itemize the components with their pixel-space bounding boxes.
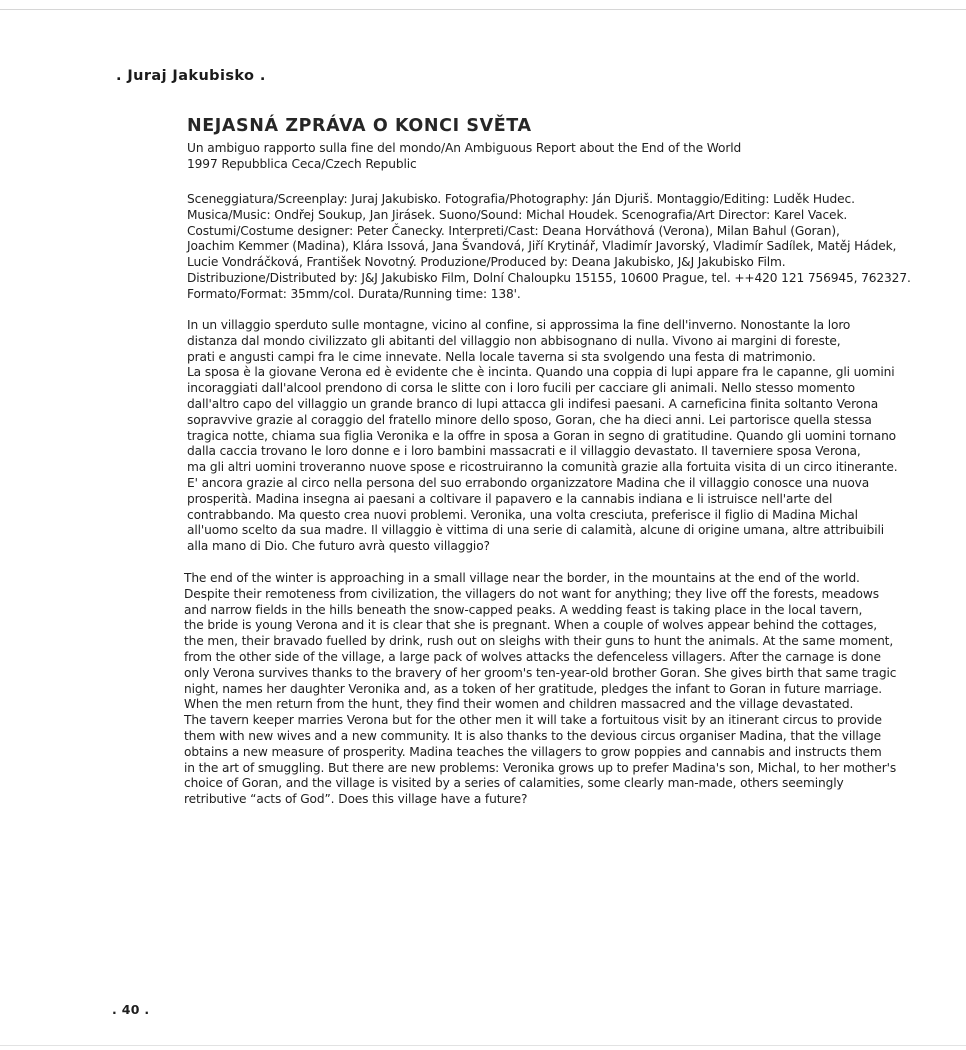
page-number: . 40 . [112,1002,150,1017]
english-line: the men, their bravado fuelled by drink, rush out on sleighs with their guns to hunt the animals. At the same moment, [184,634,894,649]
english-line: The end of the winter is approaching in a small village near the border, in the mountains at the end of the world. [184,571,860,585]
page-top-edge [0,9,966,10]
english-line: When the men return from the hunt, they find their women and children massacred and the village devastated. [184,697,854,712]
english-line: the bride is young Verona and it is clear that she is pregnant. When a couple of wolves appear behind the cottages, [184,618,877,633]
italian-line: prati e angusti campi fra le cime innevate. Nella locale taverna si sta svolgendo una festa di matrimonio. [187,349,816,364]
film-subtitle: Un ambiguo rapporto sulla fine del mondo/An Ambiguous Report about the End of the World [187,141,742,155]
italian-line: tragica notte, chiama sua figlia Veronika e la offre in sposa a Goran in segno di gratitudine. Quando gli uomini tornano [187,428,897,443]
film-header [187,115,907,172]
italian-line: dall'altro capo del villaggio un grande branco di lupi attacca gli indifesi paesani. A carneficina finita soltanto Verona [187,396,879,411]
english-line: choice of Goran, and the village is visited by a series of calamities, some clearly man-made, others seemingly [184,776,844,791]
italian-line: In un villaggio sperduto sulle montagne, vicino al confine, si approssima la fine dell'inverno. Nonostante la loro [187,318,851,332]
italian-line: sopravvive grazie al coraggio del fratello minore dello sposo, Goran, che ha dieci anni. Lei partorisce quella stessa [187,412,872,427]
credits-line: Distribuzione/Distributed by: J&J Jakubisko Film, Dolní Chaloupku 15155, 10600 Prague, tel. ++420 121 756945, 762327. [187,270,911,285]
italian-line: prosperità. Madina insegna ai paesani a coltivare il papavero e la cannabis indiana e li istruisce nell'arte del [187,491,833,506]
english-line: and narrow fields in the hills beneath the snow-capped peaks. A wedding feast is taking place in the local tavern, [184,602,863,617]
italian-line: alla mano di Dio. Che futuro avrà questo villaggio? [187,539,490,554]
italian-line: La sposa è la giovane Verona ed è evidente che è incinta. Quando una coppia di lupi appare fra le capanne, gli uomini [187,365,895,380]
english-line: only Verona survives thanks to the bravery of her groom's ten-year-old brother Goran. She gives birth that same tragic [184,665,897,680]
italian-line: E' ancora grazie al circo nella persona del suo errabondo organizzatore Madina che il villaggio conosce una nuova [187,475,870,490]
page-bottom-edge [0,1045,966,1046]
italian-line: incoraggiati dall'alcool prendono di corsa le slitte con i loro fucili per cacciare gli animali. Nello stesso momento [187,381,855,396]
english-line: Despite their remoteness from civilization, the villagers do not want for anything; they live off the forests, meadows [184,586,879,601]
italian-synopsis [187,318,898,555]
english-line: from the other side of the village, a large pack of wolves attacks the defenceless villagers. After the carnage is done [184,649,881,664]
english-synopsis [184,571,896,808]
english-line: The tavern keeper marries Verona but for the other men it will take a fortuitous visit by an itinerant circus to provide [184,713,882,728]
credits-line: Joachim Kemmer (Madina), Klára Issová, Jana Švandová, Jiří Krytinář, Vladimír Javorský, Vladimír Sadílek, Matěj Hádek, [187,239,897,254]
english-line: obtains a new measure of prosperity. Madina teaches the villagers to grow poppies and cannabis and instructs them [184,744,882,759]
italian-line: distanza dal mondo civilizzato gli abitanti del villaggio non abbisognano di nulla. Vivono ai margini di foreste, [187,333,841,348]
film-title: NEJASNÁ ZPRÁVA O KONCI SVĚTA [187,116,532,136]
english-line: in the art of smuggling. But there are new problems: Veronika grows up to prefer Madina's son, Michal, to her mother's [184,760,897,775]
italian-line: contrabbando. Ma questo crea nuovi problemi. Veronika, una volta cresciuta, preferisce il figlio di Madina Michal [187,507,858,522]
director-name: . Juraj Jakubisko . [116,68,266,84]
credits-line: Formato/Format: 35mm/col. Durata/Running time: 138'. [187,286,521,301]
credits-line: Musica/Music: Ondřej Soukup, Jan Jirásek. Suono/Sound: Michal Houdek. Scenografia/Art Director: Karel Vacek. [187,207,848,222]
italian-line: ma gli altri uomini troveranno nuove spose e ricostruiranno la comunità grazie alla fortuita visita di un circo itinerante. [187,460,898,475]
english-line: retributive “acts of God”. Does this village have a future? [184,792,528,807]
credits-paragraph [187,192,911,303]
credits-line: Sceneggiatura/Screenplay: Juraj Jakubisko. Fotografia/Photography: Ján Djuriš. Montaggio/Editing: Luděk Hudec. [187,192,855,206]
italian-line: dalla caccia trovano le loro donne e i loro bambini massacrati e il villaggio devastato. Il taverniere sposa Verona, [187,444,861,459]
credits-line: Costumi/Costume designer: Peter Čanecky. Interpreti/Cast: Deana Horváthová (Verona), Milan Bahul (Goran), [187,223,840,238]
english-line: night, names her daughter Veronika and, as a token of her gratitude, pledges the infant to Goran in future marriage. [184,681,883,696]
italian-line: all'uomo scelto da sua madre. Il villaggio è vittima di una serie di calamità, alcune di origine umana, altre attribuibili [187,523,884,538]
credits-line: Lucie Vondráčková, František Novotný. Produzione/Produced by: Deana Jakubisko, J&J Jakubisko Film. [187,255,786,270]
english-line: them with new wives and a new community. It is also thanks to the devious circus organiser Madina, that the village [184,728,881,743]
film-year-country: 1997 Repubblica Ceca/Czech Republic [187,157,417,171]
